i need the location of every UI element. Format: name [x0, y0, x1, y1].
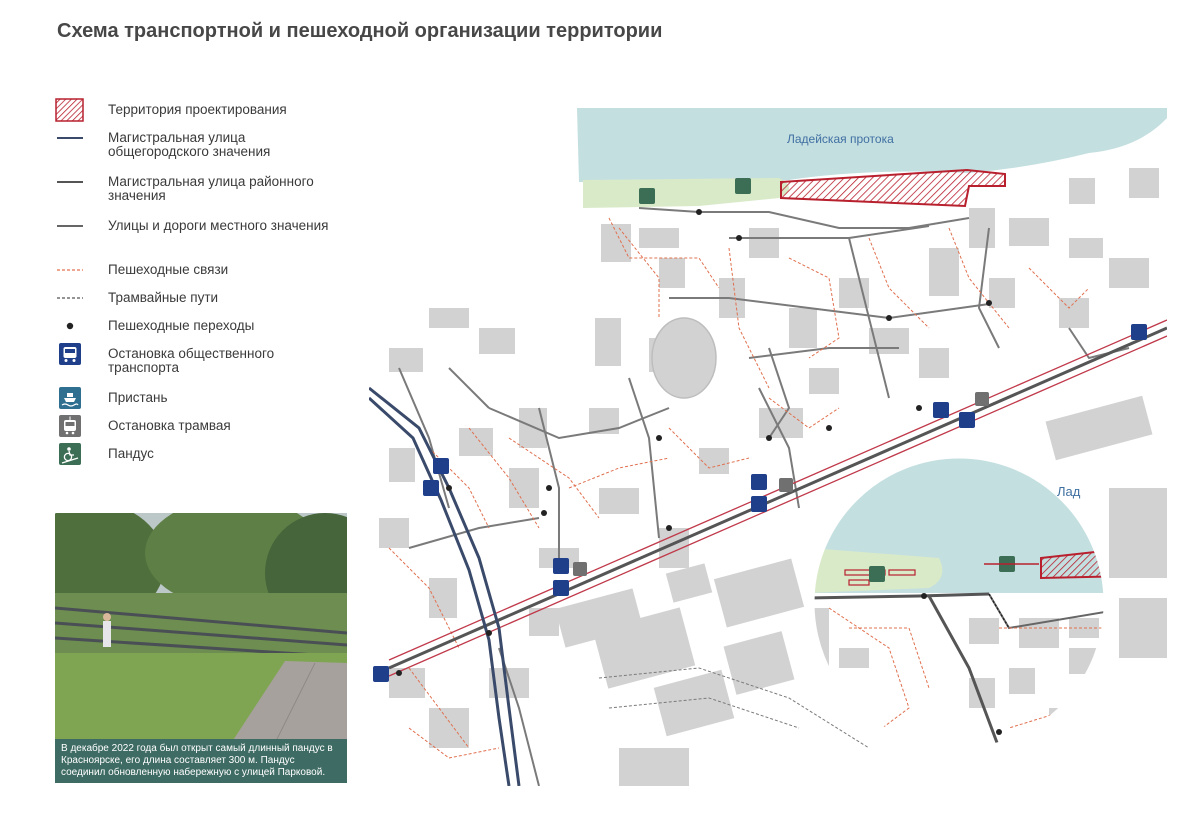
legend-item-bus-stop: [55, 342, 355, 386]
tram-track-dashed-icon: [55, 286, 85, 310]
crossing-dot-icon: [55, 314, 85, 338]
legend-label: Магистральная улица районного значения: [108, 174, 314, 203]
legend-item-district-street: [55, 170, 355, 214]
legend-label: Пандус: [108, 446, 154, 461]
stadium: [652, 318, 716, 398]
ramp-icon: [55, 442, 85, 466]
bus-stop-icon: [55, 342, 85, 366]
legend-label: Магистральная улица общегородского значения: [108, 130, 271, 159]
embankment-green: [583, 178, 789, 208]
legend-label: Пристань: [108, 390, 168, 405]
legend-label: Пешеходные переходы: [108, 318, 255, 333]
legend-item-local-street: [55, 214, 355, 258]
legend-item-pier: [55, 386, 355, 414]
pier-icon: [55, 386, 85, 410]
legend-item-citywide-street: [55, 126, 355, 170]
legend-label: Трамвайные пути: [108, 290, 219, 305]
legend-label: Улицы и дороги местного значения: [108, 218, 329, 233]
local-street-line-icon: [55, 214, 85, 238]
channel-label-zoom: Лад: [1057, 484, 1081, 499]
legend-item-tram-stop: [55, 414, 355, 442]
citywide-street-line-icon: [55, 126, 85, 150]
legend-item-project-area: [55, 98, 355, 126]
hatched-area-icon: [55, 98, 85, 122]
legend-label: Остановка общественного транспорта: [108, 346, 275, 375]
page-title: Схема транспортной и пешеходной организации территории: [57, 20, 663, 42]
map-canvas: [369, 108, 1167, 786]
legend-item-tram-tracks: [55, 286, 355, 314]
district-street-line-icon: [55, 170, 85, 194]
legend-item-pedestrian-links: [55, 258, 355, 286]
legend: [55, 98, 355, 470]
legend-label: Остановка трамвая: [108, 418, 231, 433]
legend-item-ramp: [55, 442, 355, 470]
channel-label: Ладейская протока: [787, 132, 894, 146]
zoom-inset: [809, 448, 1139, 749]
map: [369, 108, 1167, 786]
tram-stop-icon: [55, 414, 85, 438]
photo-long-ramp: [55, 513, 347, 783]
legend-item-crossings: [55, 314, 355, 342]
photo-caption: В декабре 2022 года был открыт самый длинный пандус в Красноярске, его длина составляет 300 м. Пандус соединил обновленную набережную с улицей Парковой.: [55, 739, 347, 783]
legend-label: Пешеходные связи: [108, 262, 229, 277]
legend-label: Территория проектирования: [108, 102, 287, 117]
pedestrian-link-dashed-icon: [55, 258, 85, 282]
